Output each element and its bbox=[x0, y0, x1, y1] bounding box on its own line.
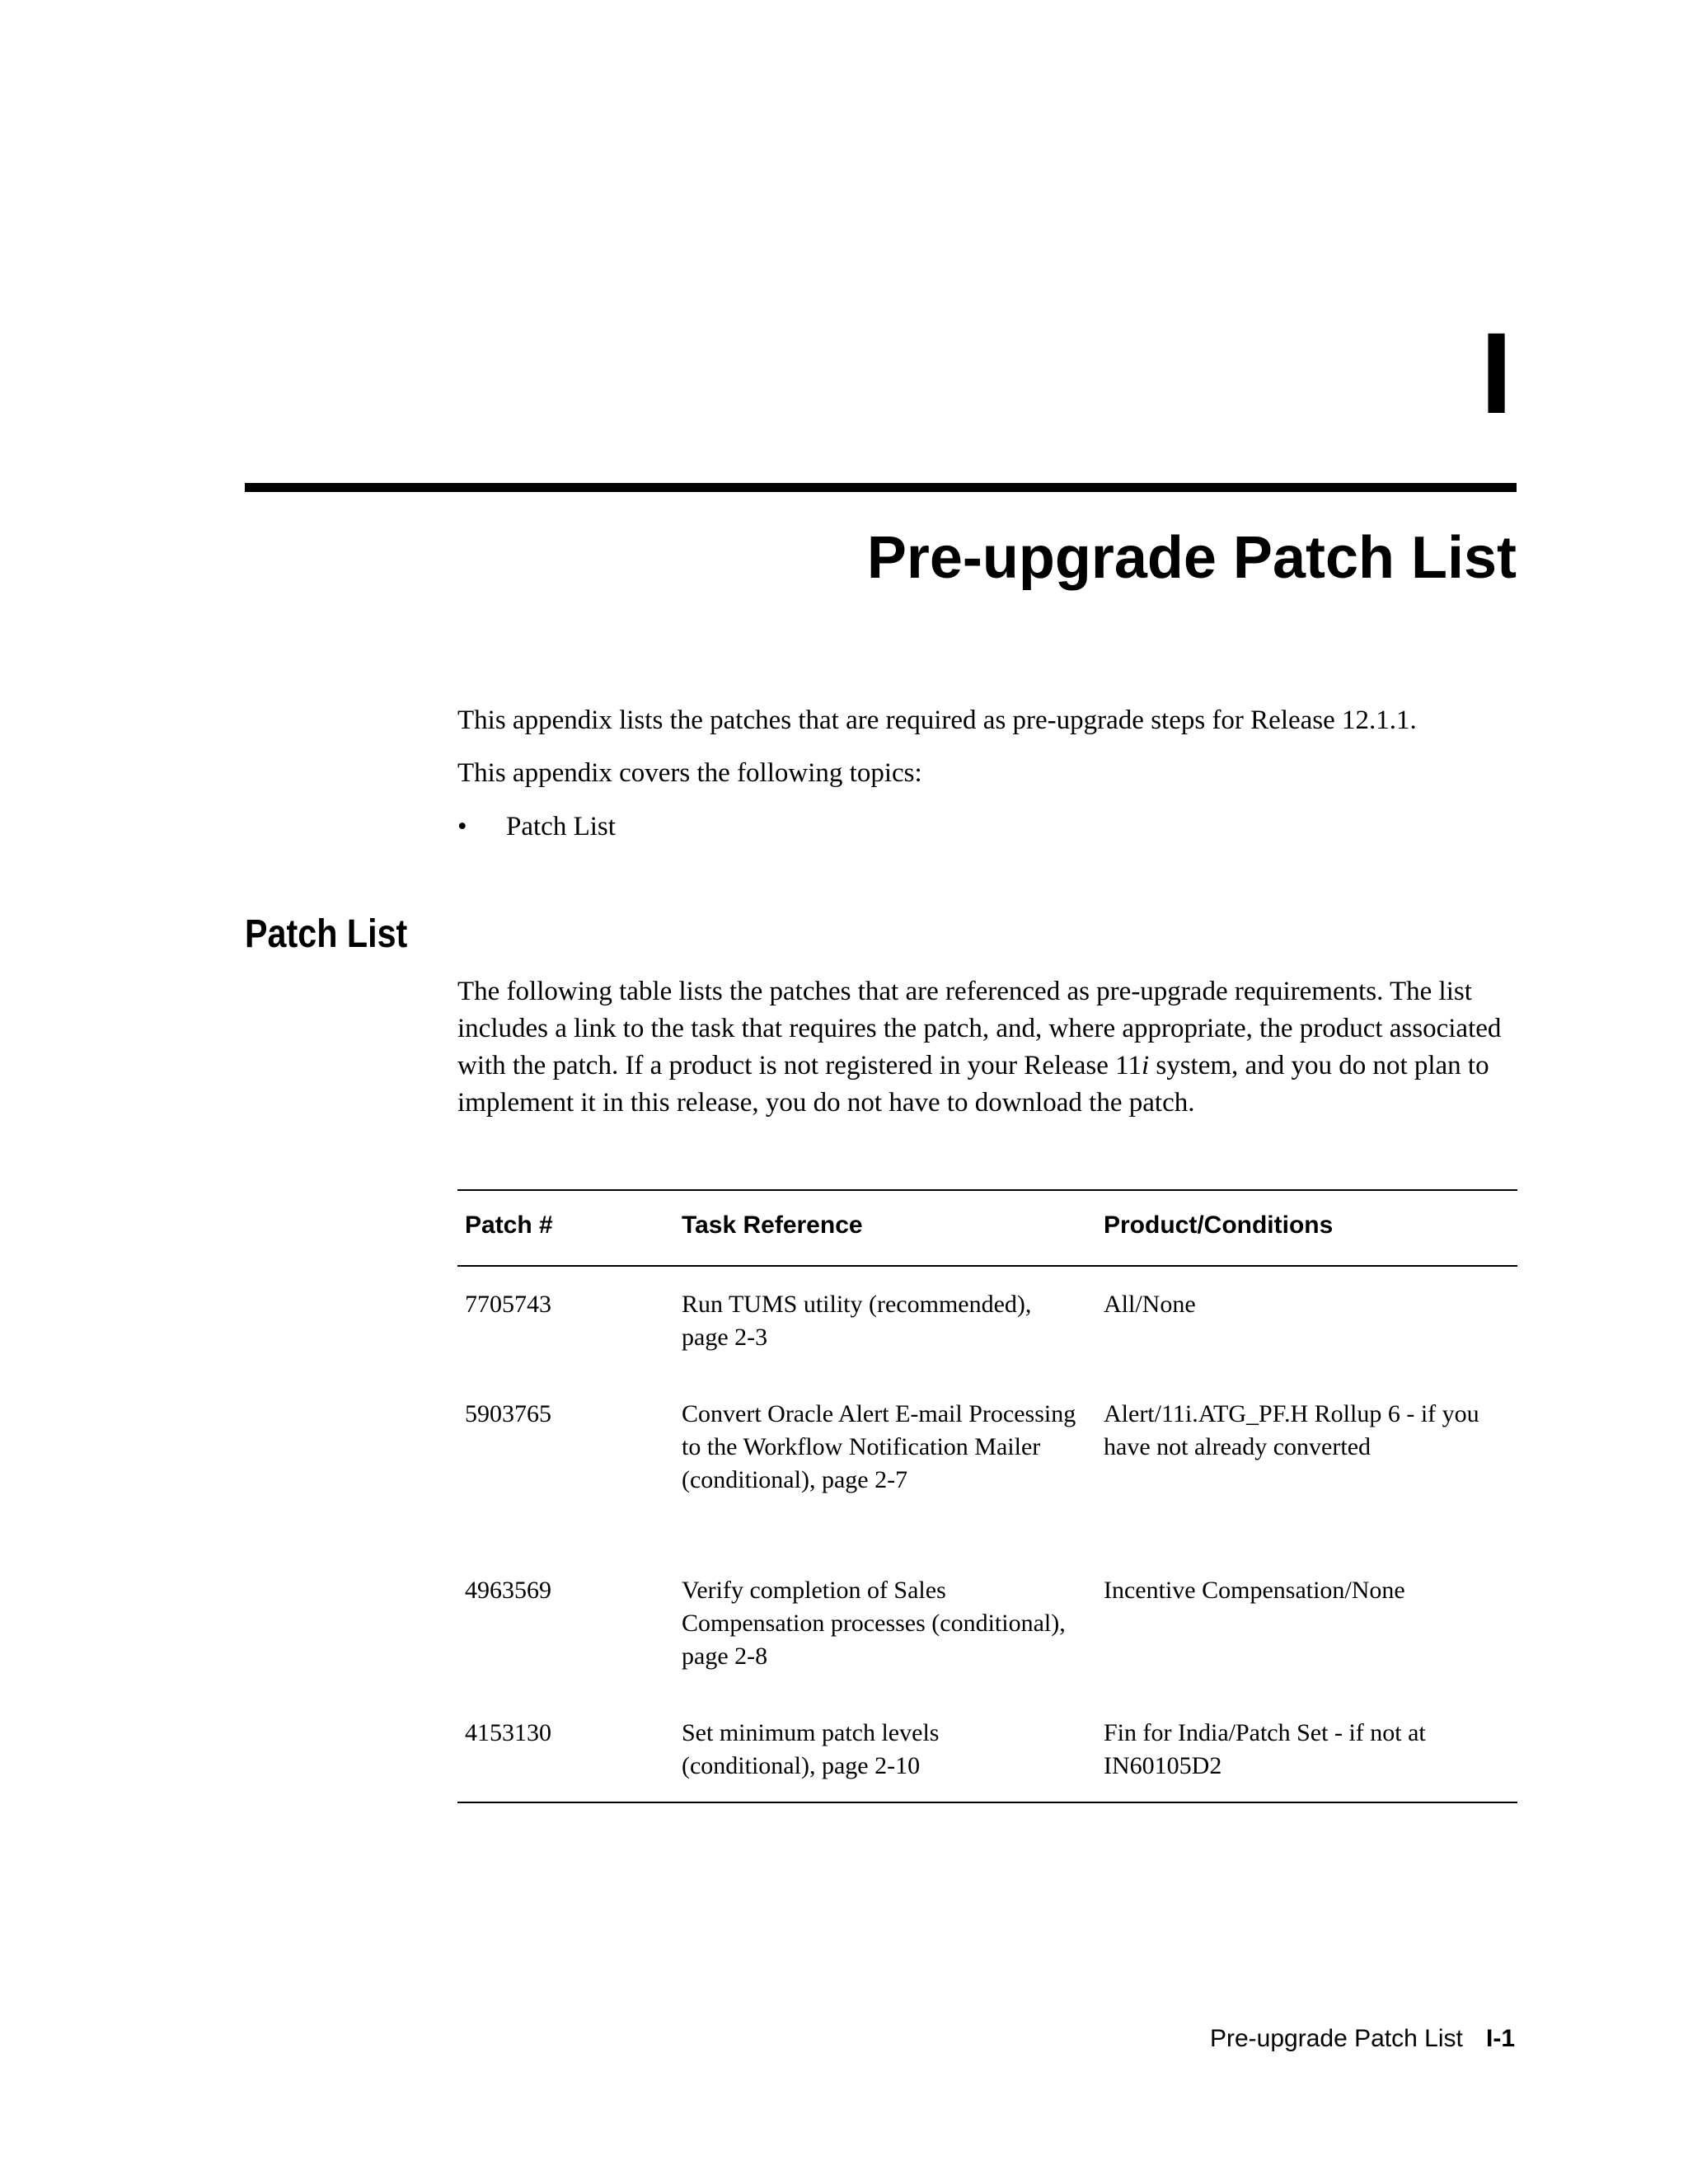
table-bottom-rule bbox=[457, 1802, 1517, 1803]
table-header-rule bbox=[457, 1265, 1517, 1267]
table-top-rule bbox=[457, 1189, 1517, 1191]
product-conditions: Incentive Compensation/None bbox=[1104, 1577, 1405, 1604]
product-conditions: Alert/11i.ATG_PF.H Rollup 6 - if you have not already converted bbox=[1104, 1400, 1479, 1460]
column-header-product: Product/Conditions bbox=[1104, 1212, 1334, 1239]
topic-link[interactable]: Patch List bbox=[506, 812, 616, 841]
task-reference-link[interactable]: Run TUMS utility (recommended), page 2-3 bbox=[682, 1291, 1032, 1351]
intro-text: This appendix lists the patches that are required as pre-upgrade steps for Release 12.1.1. bbox=[457, 705, 1417, 735]
product-conditions: Fin for India/Patch Set - if not at IN60105D2 bbox=[1104, 1719, 1426, 1779]
page-number: I-1 bbox=[1486, 2025, 1516, 2052]
product-conditions: All/None bbox=[1104, 1291, 1196, 1318]
title-rule bbox=[245, 483, 1517, 492]
topics-intro-text: This appendix covers the following topics: bbox=[457, 758, 922, 788]
bullet-icon: • bbox=[457, 812, 467, 841]
patch-number: 7705743 bbox=[465, 1291, 551, 1318]
paragraph-part: The following table lists the patches that are referenced as pre-upgrade requirements. The list includes a link to the task that requires the patch, and, where appropriate, the product associated with the patch. If a product is not registered in your Release 11 bbox=[457, 977, 1502, 1080]
paragraph-part: system, and you do not plan to implement it in this release, you do not have to download the patch. bbox=[457, 1051, 1489, 1118]
column-header-task: Task Reference bbox=[682, 1212, 863, 1239]
appendix-letter: I bbox=[1480, 308, 1512, 438]
page-title: Pre-upgrade Patch List bbox=[866, 525, 1517, 591]
patch-number: 5903765 bbox=[465, 1400, 551, 1427]
footer-title: Pre-upgrade Patch List bbox=[1210, 2025, 1463, 2052]
task-reference-link[interactable]: Convert Oracle Alert E-mail Processing to the Workflow Notification Mailer (conditional), page 2-7 bbox=[682, 1400, 1076, 1493]
column-header-patch: Patch # bbox=[465, 1212, 553, 1239]
task-reference-link[interactable]: Verify completion of Sales Compensation processes (conditional), page 2-8 bbox=[682, 1577, 1066, 1670]
paragraph-italic: i bbox=[1141, 1051, 1150, 1080]
patch-number: 4963569 bbox=[465, 1577, 551, 1604]
patch-number: 4153130 bbox=[465, 1719, 551, 1746]
section-paragraph bbox=[457, 973, 1521, 1122]
section-heading: Patch List bbox=[245, 912, 408, 956]
task-reference-link[interactable]: Set minimum patch levels (conditional), page 2-10 bbox=[682, 1719, 940, 1779]
